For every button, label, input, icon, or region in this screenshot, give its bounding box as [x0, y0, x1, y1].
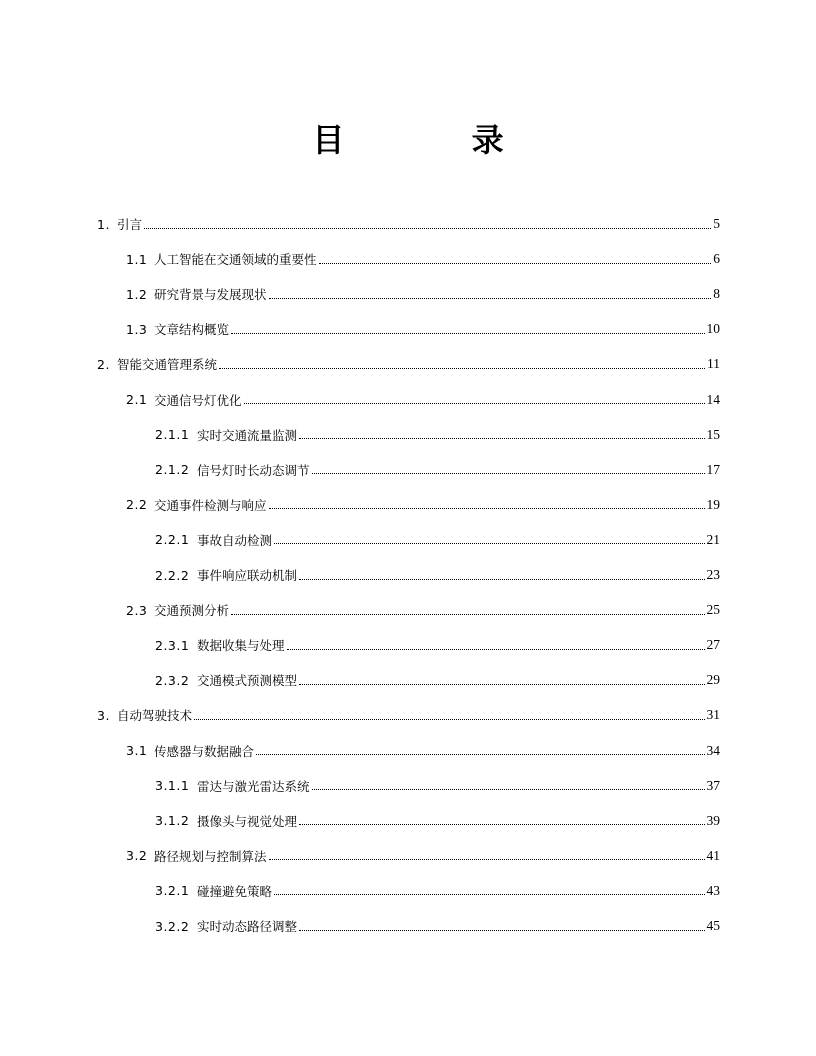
toc-entry-title: 传感器与数据融合: [154, 743, 255, 759]
toc-entry-title: 实时交通流量监测: [197, 427, 298, 443]
toc-entry-title: 事件响应联动机制: [197, 568, 298, 583]
toc-dot-leader: [319, 262, 712, 264]
toc-dot-leader: [299, 823, 704, 825]
toc-entry-title: 路径规划与控制算法: [154, 848, 267, 864]
toc-entry-title: 碰撞避免策略: [197, 883, 273, 899]
toc-entry-page-number: 11: [707, 356, 720, 372]
toc-dot-leader: [231, 332, 704, 334]
toc-entry-page-number: 31: [706, 707, 720, 723]
toc-entry-page-number: 8: [713, 286, 720, 302]
toc-entry-title: 智能交通管理系统: [117, 357, 218, 373]
toc-entry-page-number: 39: [706, 812, 720, 828]
toc-entry-page-number: 34: [706, 742, 720, 758]
toc-entry-page-number: 21: [706, 531, 720, 547]
toc-entry-title: 信号灯时长动态调节: [197, 462, 310, 478]
toc-entry-number: 3.2: [126, 848, 148, 864]
toc-entry[interactable]: [97, 347, 720, 381]
toc-entry-title: 事故自动检测: [197, 532, 273, 548]
toc-entry-number: 2.1: [126, 392, 148, 407]
toc-dot-leader: [299, 437, 704, 439]
toc-entry-page-number: 29: [706, 672, 720, 688]
toc-entry-page-number: 17: [706, 461, 720, 477]
toc-entry[interactable]: [126, 488, 720, 522]
toc-dot-leader: [256, 753, 704, 755]
toc-entry-number: 1.: [97, 216, 110, 232]
toc-entry[interactable]: [155, 628, 720, 662]
toc-dot-leader: [299, 929, 704, 931]
toc-entry-page-number: 14: [706, 391, 720, 407]
toc-entry[interactable]: [126, 312, 720, 346]
toc-entry[interactable]: [126, 242, 720, 276]
toc-entry-title: 人工智能在交通领域的重要性: [154, 252, 317, 268]
toc-entry-title: 交通预测分析: [154, 603, 230, 619]
toc-entry[interactable]: [155, 663, 720, 697]
toc-entry-page-number: 27: [706, 637, 720, 653]
toc-entry-number: 2.2: [126, 497, 148, 513]
toc-dot-leader: [274, 542, 704, 544]
toc-dot-leader: [312, 472, 705, 474]
toc-dot-leader: [274, 893, 704, 895]
toc-entry-number: 2.: [97, 356, 110, 372]
toc-dot-leader: [144, 227, 711, 229]
toc-dot-leader: [194, 718, 704, 720]
toc-dot-leader: [299, 578, 704, 580]
toc-entry-title: 摄像头与视觉处理: [197, 813, 298, 829]
toc-entry[interactable]: [126, 593, 720, 627]
toc-entry[interactable]: [155, 453, 720, 487]
toc-entry[interactable]: [126, 277, 720, 311]
toc-entry-number: 3.2.1: [155, 883, 190, 899]
toc-entry-number: 1.1: [126, 251, 148, 267]
toc-entry[interactable]: [155, 558, 720, 592]
toc-entry-page-number: 5: [713, 216, 720, 231]
toc-dot-leader: [299, 683, 704, 685]
toc-entry-title: 数据收集与处理: [197, 638, 285, 654]
toc-entry[interactable]: [155, 804, 720, 838]
toc-entry-title: 交通事件检测与响应: [154, 497, 267, 513]
toc-dot-leader: [231, 613, 704, 615]
toc-entry-page-number: 45: [706, 918, 720, 933]
toc-entry-number: 2.3.1: [155, 637, 190, 653]
toc-entry-number: 2.3: [126, 602, 148, 618]
toc-entry-number: 2.1.2: [155, 462, 190, 478]
toc-entry-number: 2.3.2: [155, 672, 190, 688]
toc-entry[interactable]: [155, 769, 720, 803]
toc-entry[interactable]: [126, 839, 720, 873]
toc-entry-title: 文章结构概览: [154, 322, 230, 338]
toc-entry-number: 3.2.2: [155, 918, 190, 934]
toc-dot-leader: [219, 367, 705, 369]
toc-entry-title: 雷达与激光雷达系统: [197, 778, 310, 794]
toc-entry-page-number: 15: [706, 426, 720, 442]
toc-entry-number: 1.3: [126, 321, 148, 337]
toc-entry-number: 3.1: [126, 743, 148, 758]
toc-entry-title: 自动驾驶技术: [117, 708, 193, 724]
toc-entry-number: 2.1.1: [155, 427, 190, 443]
toc-entry[interactable]: [126, 734, 720, 768]
toc-entry[interactable]: [97, 698, 720, 732]
toc-dot-leader: [269, 297, 712, 299]
toc-entry-number: 1.2: [126, 286, 148, 302]
toc-entry-title: 实时动态路径调整: [197, 919, 298, 934]
toc-entry-title: 引言: [117, 217, 143, 232]
toc-dot-leader: [269, 858, 705, 860]
toc-entry-page-number: 10: [706, 321, 720, 337]
toc-dot-leader: [244, 402, 705, 404]
toc-entry-page-number: 25: [706, 602, 720, 618]
toc-entry[interactable]: [155, 874, 720, 908]
toc-entry[interactable]: [126, 383, 720, 417]
toc-entry-page-number: 41: [706, 847, 720, 863]
toc-entry[interactable]: [97, 207, 720, 241]
toc-entry-page-number: 37: [706, 777, 720, 793]
toc-dot-leader: [312, 788, 705, 790]
toc-entry-title: 交通模式预测模型: [197, 673, 298, 689]
toc-entry[interactable]: [155, 523, 720, 557]
toc-entry-title: 交通信号灯优化: [154, 392, 242, 408]
toc-entry-number: 3.1.2: [155, 813, 190, 829]
toc-entry-title: 研究背景与发展现状: [154, 287, 267, 303]
toc-dot-leader: [287, 648, 705, 650]
toc-entry[interactable]: [155, 418, 720, 452]
toc-entry-page-number: 43: [706, 882, 720, 898]
toc-entry-page-number: 19: [706, 496, 720, 512]
toc-entry-number: 2.2.1: [155, 532, 190, 548]
page-title: 目 录: [312, 121, 562, 159]
toc-entry-number: 3.: [97, 707, 110, 723]
toc-entry-number: 2.2.2: [155, 567, 190, 583]
toc-entry-page-number: 23: [706, 567, 720, 582]
toc-entry-number: 3.1.1: [155, 778, 190, 794]
toc-dot-leader: [269, 507, 705, 509]
toc-entry[interactable]: [155, 909, 720, 943]
toc-entry-page-number: 6: [713, 251, 720, 267]
